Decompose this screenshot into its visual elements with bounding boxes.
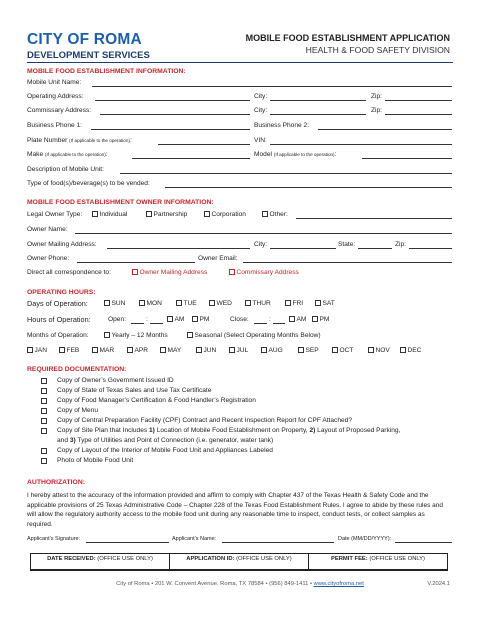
- business-phone-1-label: Business Phone 1:: [27, 122, 82, 129]
- checkbox-icon[interactable]: [368, 347, 374, 353]
- open-colon: :: [146, 316, 148, 323]
- open-minute-field[interactable]: [150, 323, 163, 324]
- vin-field[interactable]: [270, 144, 452, 145]
- signature-label: Applicant’s Signature:: [27, 536, 81, 542]
- business-phone-2-label: Business Phone 2:: [254, 122, 309, 129]
- month-feb[interactable]: FEB: [59, 347, 79, 354]
- food-type-label: Type of food(s)/beverage(s) to be vended:: [27, 180, 150, 187]
- authorization-heading: AUTHORIZATION:: [27, 479, 86, 486]
- owner-city-label: City:: [254, 241, 268, 248]
- close-am[interactable]: AM: [289, 316, 306, 323]
- checkbox-icon[interactable]: [261, 347, 267, 353]
- owner-city-field[interactable]: [270, 248, 336, 249]
- checkbox-icon[interactable]: [315, 300, 321, 306]
- checkbox-icon[interactable]: [41, 408, 47, 414]
- header-divider: [27, 62, 453, 63]
- owner-heading: MOBILE FOOD ESTABLISHMENT OWNER INFORMATION:: [27, 199, 214, 206]
- checkbox-icon[interactable]: [27, 347, 33, 353]
- day-fri[interactable]: FRI: [285, 300, 303, 307]
- correspondence-commissary[interactable]: Commissary Address: [229, 269, 299, 276]
- checkbox-icon[interactable]: [187, 332, 193, 338]
- commissary-address-label: Commissary Address:: [27, 107, 92, 114]
- applicant-name-field[interactable]: [222, 542, 334, 543]
- make-field[interactable]: [132, 158, 250, 159]
- month-apr[interactable]: APR: [127, 347, 148, 354]
- checkbox-icon[interactable]: [41, 388, 47, 394]
- checkbox-icon[interactable]: [41, 448, 47, 454]
- months-seasonal[interactable]: Seasonal (Select Operating Months Below): [187, 332, 321, 339]
- owner-zip-label: Zip:: [395, 241, 406, 248]
- checkbox-icon[interactable]: [262, 211, 268, 217]
- checkbox-icon[interactable]: [132, 269, 138, 275]
- operating-address-field[interactable]: [95, 100, 250, 101]
- month-jun[interactable]: JUN: [196, 347, 216, 354]
- authorization-text: I hereby attest to the accuracy of the information provided and affirm to comply with Chapter 437 of the Texas Health & Safety Code and the applicable provisions of 25 Texas Administrative Code – Chapter 228 of the Texas Food Establishment Rules. I agree to abide by these rules and will allow the regulatory authority access to the mobile food unit during any reasonable time to inspect, conduct tests, or collect samples as required.: [27, 492, 444, 528]
- checkbox-icon[interactable]: [167, 316, 173, 322]
- vin-label: VIN:: [254, 137, 267, 144]
- open-label: Open:: [108, 316, 126, 323]
- checkbox-icon[interactable]: [59, 347, 65, 353]
- checkbox-icon[interactable]: [209, 300, 215, 306]
- application-title: MOBILE FOOD ESTABLISHMENT APPLICATION: [245, 33, 450, 43]
- month-jul[interactable]: JUL: [229, 347, 248, 354]
- plate-number-label: Plate Number (If applicable to the operation):: [27, 137, 132, 144]
- month-jan[interactable]: JAN: [27, 347, 47, 354]
- owner-type-individual[interactable]: Individual: [92, 211, 127, 218]
- correspondence-owner-mailing[interactable]: Owner Mailing Address: [132, 269, 207, 276]
- checkbox-icon[interactable]: [41, 458, 47, 464]
- legal-owner-type-label: Legal Owner Type:: [27, 211, 83, 218]
- establishment-heading: MOBILE FOOD ESTABLISHMENT INFORMATION:: [27, 68, 186, 75]
- owner-state-field[interactable]: [358, 248, 392, 249]
- website-link[interactable]: www.cityofroma.net: [313, 581, 364, 587]
- owner-phone-label: Owner Phone:: [27, 255, 70, 262]
- checkbox-icon[interactable]: [41, 428, 47, 434]
- month-nov[interactable]: NOV: [368, 347, 390, 354]
- owner-name-label: Owner Name:: [27, 226, 68, 233]
- checkbox-icon[interactable]: [139, 300, 145, 306]
- commissary-zip-label: Zip:: [371, 107, 382, 114]
- checkbox-icon[interactable]: [146, 211, 152, 217]
- owner-type-other-field[interactable]: [296, 218, 452, 219]
- doc-item-interior-layout: Copy of Layout of the Interior of Mobile Food Unit and Appliances Labeled: [57, 447, 273, 454]
- owner-name-field[interactable]: [75, 233, 452, 234]
- checkbox-icon[interactable]: [204, 211, 210, 217]
- description-field[interactable]: [120, 173, 452, 174]
- owner-email-field[interactable]: [243, 262, 452, 263]
- food-type-field[interactable]: [165, 187, 452, 188]
- operating-city-label: City:: [254, 93, 268, 100]
- date-received-cell: DATE RECEIVED: (OFFICE USE ONLY): [31, 554, 170, 569]
- owner-type-corporation[interactable]: Corporation: [204, 211, 246, 218]
- office-use-table: [30, 553, 448, 571]
- date-field[interactable]: [395, 542, 452, 543]
- month-dec[interactable]: DEC: [400, 347, 421, 354]
- checkbox-icon[interactable]: [41, 418, 47, 424]
- make-label: Make (If applicable to the operation):: [27, 151, 108, 158]
- checkbox-icon[interactable]: [289, 316, 295, 322]
- owner-mailing-address-label: Owner Mailing Address:: [27, 241, 97, 248]
- doc-item-site-plan-cont: and 3) Type of Utilities and Point of Connection (i.e. generator, water tank): [57, 437, 274, 444]
- checkbox-icon[interactable]: [41, 398, 47, 404]
- checkbox-icon[interactable]: [285, 300, 291, 306]
- operating-zip-field[interactable]: [385, 100, 452, 101]
- open-pm[interactable]: PM: [192, 316, 209, 323]
- checkbox-icon[interactable]: [196, 347, 202, 353]
- model-field[interactable]: [362, 158, 452, 159]
- applicant-name-label: Applicant’s Name:: [172, 536, 217, 542]
- checkbox-icon[interactable]: [104, 332, 110, 338]
- doc-item-site-plan: Copy of Site Plan that Includes 1) Location of Mobile Food Establishment on Property, 2) Layout of Proposed Parking,: [57, 427, 401, 434]
- commissary-city-label: City:: [254, 107, 268, 114]
- checkbox-icon[interactable]: [92, 347, 98, 353]
- owner-mailing-address-field[interactable]: [107, 248, 250, 249]
- day-sun[interactable]: SUN: [104, 300, 125, 307]
- months-of-operation-label: Months of Operation:: [27, 332, 89, 339]
- checkbox-icon[interactable]: [41, 378, 47, 384]
- commissary-address-field[interactable]: [100, 114, 250, 115]
- operating-city-field[interactable]: [270, 100, 366, 101]
- checkbox-icon[interactable]: [298, 347, 304, 353]
- close-colon: :: [269, 316, 271, 323]
- day-thur[interactable]: THUR: [245, 300, 271, 307]
- hours-of-operation-label: Hours of Operation:: [27, 315, 91, 324]
- checkbox-icon[interactable]: [332, 347, 338, 353]
- checkbox-icon[interactable]: [229, 269, 235, 275]
- operating-hours-heading: OPERATING HOURS:: [27, 289, 96, 296]
- doc-item-photo: Photo of Mobile Food Unit: [57, 457, 134, 464]
- owner-type-other[interactable]: Other:: [262, 211, 288, 218]
- day-sat[interactable]: SAT: [315, 300, 335, 307]
- month-oct[interactable]: OCT: [332, 347, 353, 354]
- owner-phone-field[interactable]: [77, 262, 195, 263]
- day-tue[interactable]: TUE: [176, 300, 197, 307]
- checkbox-icon[interactable]: [160, 347, 166, 353]
- model-label: Model (If applicable to the operation):: [254, 151, 337, 158]
- business-phone-2-field[interactable]: [318, 129, 452, 130]
- application-id-cell: APPLICATION ID: (OFFICE USE ONLY): [170, 554, 309, 569]
- close-label: Close:: [230, 316, 249, 323]
- owner-email-label: Owner Email:: [198, 255, 238, 262]
- checkbox-icon[interactable]: [312, 316, 318, 322]
- checkbox-icon[interactable]: [400, 347, 406, 353]
- permit-fee-cell: PERMIT FEE: (OFFICE USE ONLY): [331, 556, 425, 562]
- business-phone-1-field[interactable]: [91, 129, 250, 130]
- owner-zip-field[interactable]: [409, 248, 452, 249]
- date-label: Date (MM/DD/YYYY):: [338, 536, 392, 542]
- month-sep[interactable]: SEP: [298, 347, 319, 354]
- doc-item-food-manager: Copy of Food Manager’s Certification & Food Handler’s Registration: [57, 397, 256, 404]
- commissary-city-field[interactable]: [270, 114, 366, 115]
- mobile-unit-name-field[interactable]: [92, 86, 452, 87]
- open-am[interactable]: AM: [167, 316, 184, 323]
- signature-field[interactable]: [86, 542, 169, 543]
- operating-zip-label: Zip:: [371, 93, 382, 100]
- close-minute-field[interactable]: [273, 323, 285, 324]
- doc-item-cpf: Copy of Central Preparation Facility (CPF) Contract and Recent Inspection Report for CPF Attached?: [57, 417, 353, 424]
- months-yearly[interactable]: Yearly – 12 Months: [104, 332, 168, 339]
- correspondence-label: Direct all correspondence to:: [27, 269, 111, 276]
- day-mon[interactable]: MON: [139, 300, 162, 307]
- operating-address-label: Operating Address:: [27, 93, 84, 100]
- checkbox-icon[interactable]: [127, 347, 133, 353]
- city-name: CITY OF ROMA: [27, 31, 142, 48]
- version-label: V.2024.1: [427, 581, 450, 587]
- close-hour-field[interactable]: [254, 323, 267, 324]
- checkbox-icon[interactable]: [104, 300, 110, 306]
- description-label: Description of Mobile Unit:: [27, 166, 104, 173]
- doc-item-tax-certificate: Copy of State of Texas Sales and Use Tax Certificate: [57, 387, 212, 394]
- commissary-zip-field[interactable]: [385, 114, 452, 115]
- checkbox-icon[interactable]: [92, 211, 98, 217]
- owner-type-partnership[interactable]: Partnership: [146, 211, 187, 218]
- doc-item-menu: Copy of Menu: [57, 407, 99, 414]
- month-may[interactable]: MAY: [160, 347, 181, 354]
- plate-number-field[interactable]: [158, 144, 250, 145]
- checkbox-icon[interactable]: [229, 347, 235, 353]
- month-aug[interactable]: AUG: [261, 347, 283, 354]
- days-of-operation-label: Days of Operation:: [27, 299, 88, 308]
- checkbox-icon[interactable]: [192, 316, 198, 322]
- open-hour-field[interactable]: [131, 323, 144, 324]
- doc-item-id: Copy of Owner’s Government Issued ID: [57, 377, 174, 384]
- footer: City of Roma • 201 W. Convent Avenue, Roma, TX 78584 • (956) 849-1411 • www.cityofroma.net: [116, 581, 364, 587]
- close-pm[interactable]: PM: [312, 316, 329, 323]
- checkbox-icon[interactable]: [176, 300, 182, 306]
- division-name: HEALTH & FOOD SAFETY DIVISION: [305, 45, 450, 55]
- day-wed[interactable]: WED: [209, 300, 232, 307]
- owner-state-label: State:: [338, 241, 356, 248]
- checkbox-icon[interactable]: [245, 300, 251, 306]
- month-mar[interactable]: MAR: [92, 347, 114, 354]
- documentation-heading: REQUIRED DOCUMENTATION:: [27, 366, 127, 373]
- mobile-unit-name-label: Mobile Unit Name:: [27, 79, 82, 86]
- department-name: DEVELOPMENT SERVICES: [27, 50, 150, 61]
